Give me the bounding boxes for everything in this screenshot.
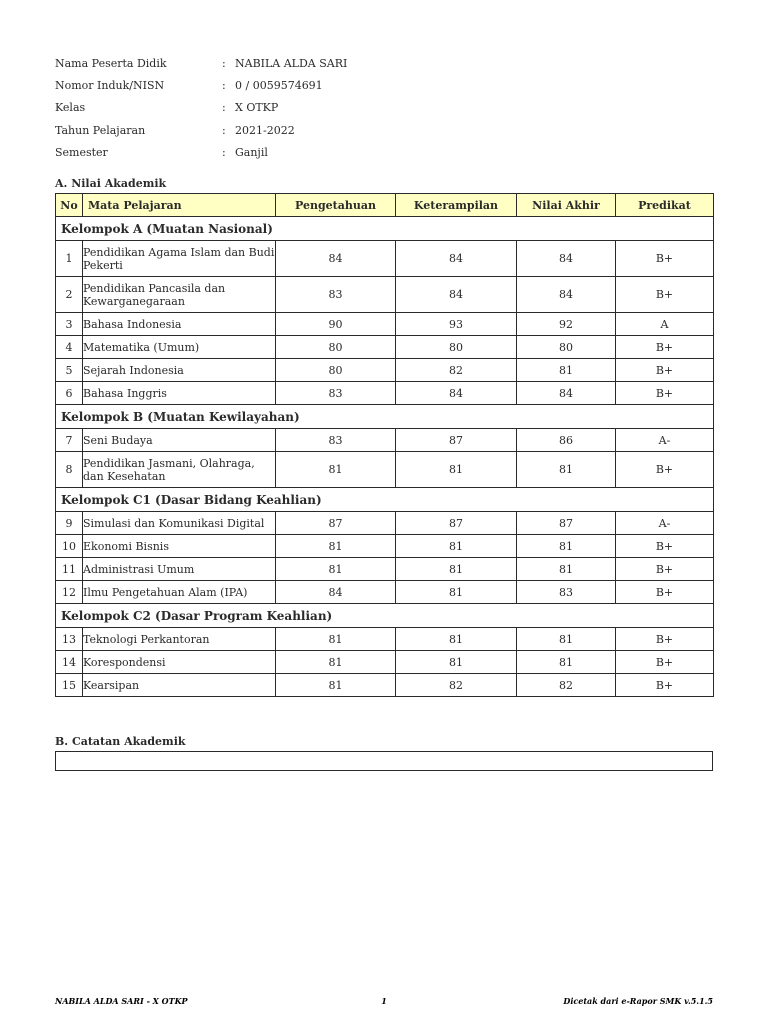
cell-final-score: 81: [517, 359, 616, 382]
cell-final-score: 87: [517, 512, 616, 535]
academic-notes-box: [55, 751, 713, 771]
table-row: [56, 535, 714, 558]
cell-subject: Kearsipan: [83, 674, 276, 697]
group-header-row: [56, 604, 714, 628]
cell-skills: 82: [396, 674, 517, 697]
group-header-row: [56, 488, 714, 512]
cell-skills: 81: [396, 452, 517, 488]
group-title: Kelompok C2 (Dasar Program Keahlian): [56, 604, 714, 628]
cell-no: 14: [56, 651, 83, 674]
cell-no: 15: [56, 674, 83, 697]
cell-no: 2: [56, 277, 83, 313]
identity-label: Nomor Induk/NISN: [55, 78, 165, 92]
cell-final-score: 81: [517, 558, 616, 581]
table-row: [56, 512, 714, 535]
header-final-score: Nilai Akhir: [517, 194, 616, 217]
cell-no: 5: [56, 359, 83, 382]
cell-no: 7: [56, 429, 83, 452]
cell-skills: 87: [396, 429, 517, 452]
header-skills: Keterampilan: [396, 194, 517, 217]
identity-row-semester: [55, 141, 715, 163]
cell-predicate: B+: [616, 277, 714, 313]
identity-label: Tahun Pelajaran: [55, 123, 146, 137]
group-title: Kelompok A (Muatan Nasional): [56, 217, 714, 241]
cell-knowledge: 81: [276, 651, 396, 674]
cell-predicate: A-: [616, 429, 714, 452]
cell-predicate: B+: [616, 382, 714, 405]
cell-final-score: 84: [517, 241, 616, 277]
page-footer: [55, 996, 713, 1010]
cell-final-score: 81: [517, 651, 616, 674]
cell-knowledge: 84: [276, 241, 396, 277]
cell-knowledge: 81: [276, 628, 396, 651]
footer-student-class: NABILA ALDA SARI - X OTKP: [55, 996, 188, 1006]
cell-final-score: 81: [517, 628, 616, 651]
cell-no: 12: [56, 581, 83, 604]
cell-subject: Pendidikan Agama Islam dan Budi Pekerti: [83, 241, 276, 277]
cell-skills: 81: [396, 651, 517, 674]
cell-no: 6: [56, 382, 83, 405]
table-row: [56, 313, 714, 336]
table-row: [56, 674, 714, 697]
cell-predicate: A: [616, 313, 714, 336]
cell-knowledge: 81: [276, 674, 396, 697]
cell-no: 10: [56, 535, 83, 558]
identity-value: 0 / 0059574691: [235, 78, 323, 92]
cell-skills: 84: [396, 277, 517, 313]
cell-final-score: 82: [517, 674, 616, 697]
cell-knowledge: 80: [276, 336, 396, 359]
group-title: Kelompok C1 (Dasar Bidang Keahlian): [56, 488, 714, 512]
cell-predicate: B+: [616, 628, 714, 651]
cell-predicate: B+: [616, 674, 714, 697]
cell-skills: 81: [396, 581, 517, 604]
group-header-row: [56, 217, 714, 241]
table-header-row: [56, 194, 714, 217]
header-subject: Mata Pelajaran: [83, 194, 276, 217]
cell-skills: 81: [396, 535, 517, 558]
identity-colon: :: [222, 123, 226, 137]
header-knowledge: Pengetahuan: [276, 194, 396, 217]
cell-no: 11: [56, 558, 83, 581]
cell-skills: 80: [396, 336, 517, 359]
cell-skills: 82: [396, 359, 517, 382]
cell-predicate: B+: [616, 241, 714, 277]
table-row: [56, 382, 714, 405]
cell-subject: Bahasa Inggris: [83, 382, 276, 405]
cell-subject: Administrasi Umum: [83, 558, 276, 581]
cell-predicate: B+: [616, 535, 714, 558]
cell-final-score: 84: [517, 277, 616, 313]
cell-predicate: B+: [616, 558, 714, 581]
table-row: [56, 336, 714, 359]
cell-predicate: A-: [616, 512, 714, 535]
cell-skills: 87: [396, 512, 517, 535]
identity-value: Ganjil: [235, 145, 268, 159]
table-row: [56, 359, 714, 382]
group-title: Kelompok B (Muatan Kewilayahan): [56, 405, 714, 429]
group-header-row: [56, 405, 714, 429]
cell-no: 8: [56, 452, 83, 488]
cell-skills: 84: [396, 382, 517, 405]
cell-knowledge: 81: [276, 558, 396, 581]
footer-page-number: 1: [381, 996, 387, 1006]
header-predicate: Predikat: [616, 194, 714, 217]
cell-predicate: B+: [616, 336, 714, 359]
cell-final-score: 81: [517, 535, 616, 558]
identity-value: X OTKP: [235, 101, 279, 115]
cell-final-score: 86: [517, 429, 616, 452]
cell-subject: Teknologi Perkantoran: [83, 628, 276, 651]
cell-subject: Pendidikan Jasmani, Olahraga, dan Kesehatan: [83, 452, 276, 488]
cell-knowledge: 83: [276, 277, 396, 313]
cell-subject: Sejarah Indonesia: [83, 359, 276, 382]
cell-knowledge: 80: [276, 359, 396, 382]
cell-knowledge: 81: [276, 452, 396, 488]
cell-no: 3: [56, 313, 83, 336]
cell-no: 9: [56, 512, 83, 535]
cell-subject: Korespondensi: [83, 651, 276, 674]
identity-label: Semester: [55, 145, 108, 159]
identity-colon: :: [222, 145, 226, 159]
table-row: [56, 452, 714, 488]
cell-subject: Bahasa Indonesia: [83, 313, 276, 336]
section-title-academic-grades: A. Nilai Akademik: [55, 177, 167, 190]
cell-final-score: 81: [517, 452, 616, 488]
identity-row-name: [55, 52, 715, 74]
table-row: [56, 241, 714, 277]
cell-subject: Ekonomi Bisnis: [83, 535, 276, 558]
identity-colon: :: [222, 56, 226, 70]
cell-no: 13: [56, 628, 83, 651]
cell-subject: Seni Budaya: [83, 429, 276, 452]
identity-colon: :: [222, 78, 226, 92]
table-row: [56, 651, 714, 674]
table-row: [56, 628, 714, 651]
cell-skills: 81: [396, 558, 517, 581]
table-row: [56, 581, 714, 604]
identity-label: Nama Peserta Didik: [55, 56, 167, 70]
cell-knowledge: 90: [276, 313, 396, 336]
identity-value: 2021-2022: [235, 123, 295, 137]
cell-skills: 84: [396, 241, 517, 277]
cell-predicate: B+: [616, 359, 714, 382]
cell-final-score: 80: [517, 336, 616, 359]
student-identity: [55, 52, 715, 163]
identity-row-nisn: [55, 74, 715, 96]
cell-knowledge: 84: [276, 581, 396, 604]
cell-skills: 81: [396, 628, 517, 651]
cell-subject: Simulasi dan Komunikasi Digital: [83, 512, 276, 535]
identity-colon: :: [222, 101, 226, 115]
cell-subject: Pendidikan Pancasila dan Kewarganegaraan: [83, 277, 276, 313]
cell-no: 1: [56, 241, 83, 277]
cell-final-score: 83: [517, 581, 616, 604]
cell-no: 4: [56, 336, 83, 359]
cell-predicate: B+: [616, 581, 714, 604]
header-no: No: [56, 194, 83, 217]
grades-table: [55, 193, 714, 697]
cell-final-score: 84: [517, 382, 616, 405]
identity-row-year: [55, 119, 715, 141]
table-row: [56, 558, 714, 581]
cell-knowledge: 83: [276, 429, 396, 452]
cell-final-score: 92: [517, 313, 616, 336]
cell-knowledge: 87: [276, 512, 396, 535]
cell-skills: 93: [396, 313, 517, 336]
section-title-academic-notes: B. Catatan Akademik: [55, 735, 186, 748]
cell-knowledge: 81: [276, 535, 396, 558]
cell-predicate: B+: [616, 452, 714, 488]
cell-predicate: B+: [616, 651, 714, 674]
identity-value: NABILA ALDA SARI: [235, 56, 348, 70]
cell-subject: Matematika (Umum): [83, 336, 276, 359]
table-row: [56, 429, 714, 452]
cell-knowledge: 83: [276, 382, 396, 405]
cell-subject: Ilmu Pengetahuan Alam (IPA): [83, 581, 276, 604]
identity-label: Kelas: [55, 101, 86, 115]
identity-row-class: [55, 97, 715, 119]
footer-printed-by: Dicetak dari e-Rapor SMK v.5.1.5: [563, 996, 713, 1006]
table-row: [56, 277, 714, 313]
